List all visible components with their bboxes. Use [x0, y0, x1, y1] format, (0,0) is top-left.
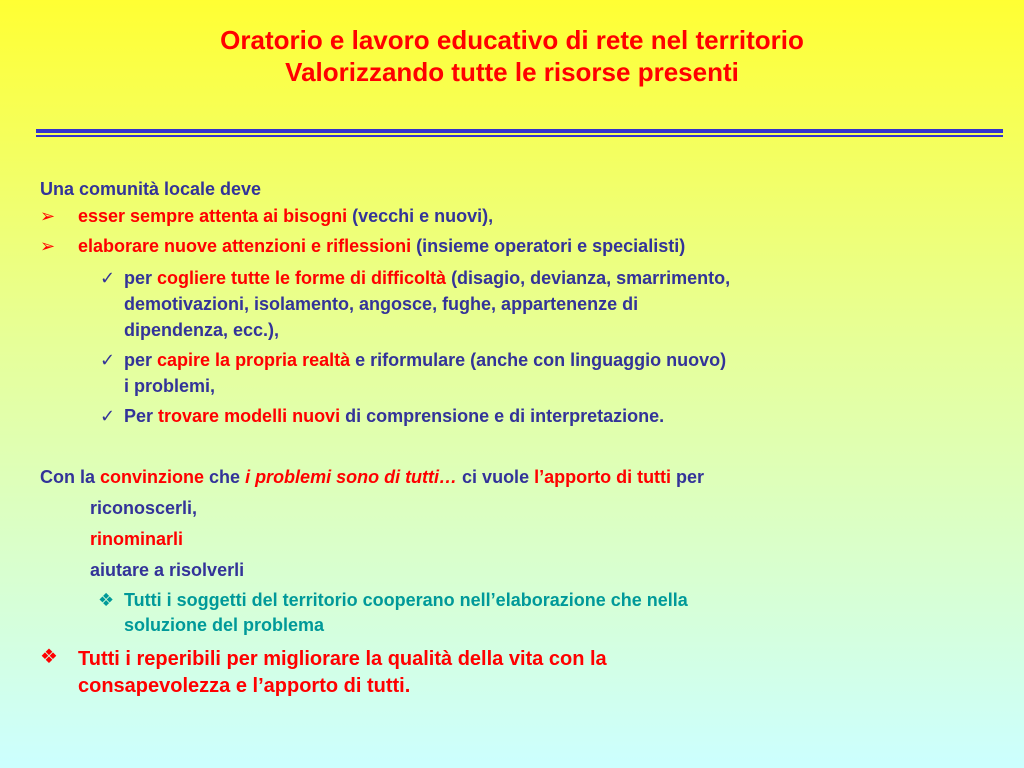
- four-diamond-icon: ❖: [40, 646, 58, 668]
- check-item-2-rest: e riformulare (anche con linguaggio nuovo): [350, 350, 727, 370]
- conviction-highlight-2: i problemi sono di tutti…: [245, 467, 458, 487]
- check-item-1-pre: per: [124, 268, 158, 288]
- teal-item-line-1: Tutti i soggetti del territorio cooperano nell’elaborazione che nella: [124, 590, 688, 610]
- check-item-3-highlight: trovare modelli nuovi: [158, 406, 341, 426]
- conviction-part-3: ci vuole: [457, 467, 535, 487]
- arrow-item-1-highlight: esser sempre attenta ai bisogni: [78, 206, 348, 226]
- title-line-1: Oratorio e lavoro educativo di rete nel territorio: [220, 25, 804, 55]
- arrow-item-2-rest: (insieme operatori e specialisti): [411, 236, 686, 256]
- check-item-1-line-2: demotivazioni, isolamento, angosce, fughe, appartenenze di: [124, 294, 639, 314]
- conviction-part-1: Con la: [40, 467, 101, 487]
- checkmark-icon: ✓: [100, 350, 116, 370]
- arrow-item-1: [78, 205, 493, 227]
- checkmark-icon: ✓: [100, 406, 116, 426]
- teal-item-line-2: soluzione del problema: [124, 615, 325, 635]
- check-item-2-line-2: i problemi,: [124, 376, 216, 396]
- check-item-1-line-3: dipendenza, ecc.),: [124, 320, 280, 340]
- intro-text: Una comunità locale deve: [40, 179, 262, 199]
- conviction-text: [40, 466, 704, 488]
- final-item-line-1: Tutti i reperibili per migliorare la qualità della vita con la: [78, 648, 607, 670]
- arrow-item-2-highlight: elaborare nuove attenzioni e riflessioni: [78, 236, 412, 256]
- title-line-2: Valorizzando tutte le risorse presenti: [285, 57, 739, 87]
- conviction-highlight-1: convinzione: [100, 467, 205, 487]
- check-item-3-rest: di comprensione e di interpretazione.: [340, 406, 665, 426]
- four-diamond-icon: ❖: [98, 590, 115, 610]
- conviction-part-2: che: [204, 467, 246, 487]
- title-divider-thin: [36, 135, 1003, 137]
- verb-rename: rinominarli: [90, 529, 184, 549]
- check-item-1-line-1: [124, 267, 730, 289]
- conviction-highlight-3: l’apporto di tutti: [534, 467, 672, 487]
- final-item-line-2: consapevolezza e l’apporto di tutti.: [78, 675, 411, 697]
- conviction-part-4: per: [671, 467, 705, 487]
- checkmark-icon: ✓: [100, 268, 116, 288]
- arrow-item-2: [78, 235, 685, 257]
- slide-title: [0, 24, 1024, 88]
- check-item-2-pre: per: [124, 350, 158, 370]
- verb-help-solve: aiutare a risolverli: [90, 560, 245, 580]
- check-item-2-line-1: [124, 349, 726, 371]
- check-item-1-highlight: cogliere tutte le forme di difficoltà: [157, 268, 447, 288]
- arrow-item-1-rest: (vecchi e nuovi),: [347, 206, 494, 226]
- check-item-3-line-1: [124, 405, 664, 427]
- arrow-bullet-icon: ➢: [40, 206, 56, 226]
- check-item-3-pre: Per: [124, 406, 159, 426]
- title-divider-thick: [36, 129, 1003, 133]
- verb-recognize: riconoscerli,: [90, 498, 198, 518]
- check-item-1-rest: (disagio, devianza, smarrimento,: [446, 268, 731, 288]
- check-item-2-highlight: capire la propria realtà: [157, 350, 351, 370]
- arrow-bullet-icon: ➢: [40, 236, 56, 256]
